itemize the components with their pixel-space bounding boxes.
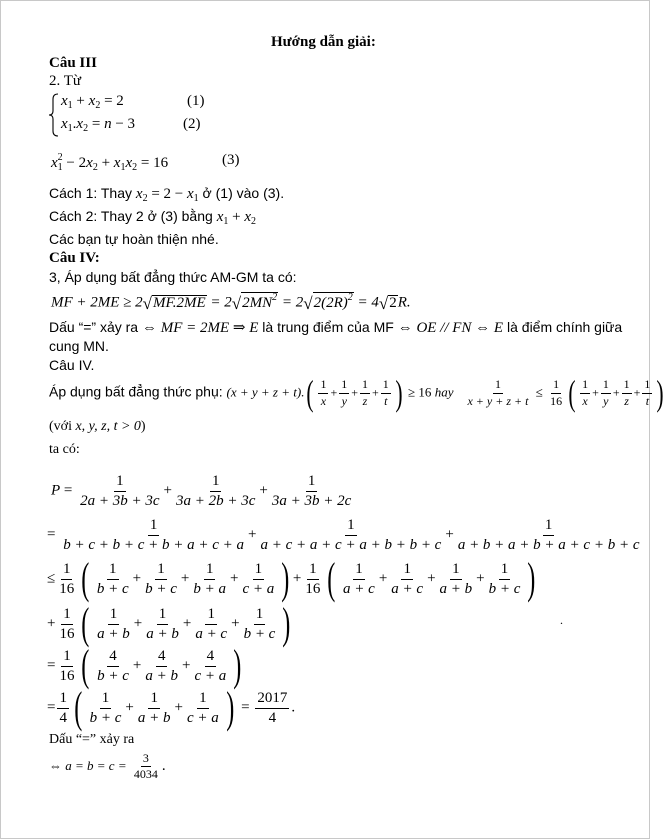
system-eq-2: $x_1.x_2 = n - 3$ xyxy=(61,116,136,134)
positivity-condition: (với x, y, z, t > 0) xyxy=(49,419,146,434)
p-bound-step-2: + $\frac{1}{16}$ ( $\frac{1}{a + b}$ + $\frac{1}{a + b}$ + $\frac{1}{a + c}$ + $\frac{1}{b + c}$ ) xyxy=(47,599,291,648)
stray-dot: . xyxy=(560,613,563,627)
equality-condition-cont: cung MN. xyxy=(49,338,109,354)
auxiliary-inequality: Áp dụng bất đẳng thức phụ: (x + y + z + t).( $\frac{1}{x}$ + $\frac{1}{y}$ + $\frac{1}{z}$ + $\frac{1}{t}$ ) ≥ 16 hay $\frac{1}{x + y + z + t}$ ≤ $\frac{1}{16}$ ( $\frac{1}{x}$ + $\frac{1}{y}$ + $\frac{1}{z}$ + $\frac{1}{t}$ ) xyxy=(49,373,665,413)
p-bound-final: = $\frac{1}{4}$ ( $\frac{1}{b + c}$ + $\frac{1}{a + b}$ + $\frac{1}{c + a}$ ) = $\frac{2017}{4}$ . xyxy=(47,683,296,732)
completion-note: Các bạn tự hoàn thiện nhé. xyxy=(49,231,219,247)
equality-condition: Dấu “=” xảy ra ⇔ MF = 2ME ⇒ E là trung điểm của MF ⇔ OE // FN ⇔ E là điểm chính giữa xyxy=(49,319,623,336)
equation-3-tag: (3) xyxy=(222,152,240,168)
method-2: Cách 2: Thay 2 ở (3) bằng $x_1 + x_2$ xyxy=(49,208,256,227)
system-eq-2-tag: (2) xyxy=(183,116,201,132)
section-heading-cau-iv-2: Câu IV. xyxy=(49,357,95,373)
final-equality-text: Dấu “=” xảy ra xyxy=(49,732,135,747)
am-gm-inequality: MF + 2ME ≥ 2 √ MF.2ME = 2 √ $2MN^2$ = 2 √ $2(2R)^2$ = 4 √ 2 R. xyxy=(51,292,411,313)
ta-co: ta có: xyxy=(49,442,80,457)
item-2-intro: 2. Từ xyxy=(49,73,82,89)
system-eq-1: $x_1 + x_2 = 2$ xyxy=(61,93,124,111)
system-eq-1-tag: (1) xyxy=(187,93,205,109)
system-brace-icon xyxy=(49,93,59,137)
equation-3: $x_1^2 - 2x_2 + x_1x_2 = 16$ xyxy=(51,152,169,173)
p-bound-step-3: = $\frac{1}{16}$ ( $\frac{4}{b + c}$ + $\frac{4}{a + b}$ + $\frac{4}{c + a}$ ) xyxy=(47,641,242,690)
p-definition: P = $\frac{1}{2a + 3b + 3c}$ + $\frac{1}{3a + 2b + 3c}$ + $\frac{1}{3a + 3b + 2c}$ xyxy=(51,473,352,509)
p-expanded: = $\frac{1}{b + c + b + c + b + a + c + a}$ + $\frac{1}{a + c + a + c + a + b + b + c}$ + $\frac{1}{a + b + a + b + a + c + b + c}$ xyxy=(47,517,640,553)
p-bound-step-1: ≤ $\frac{1}{16}$ ( $\frac{1}{b + c}$ + $\frac{1}{b + c}$ + $\frac{1}{b + a}$ + $\frac{1}{c + a}$ ) + $\frac{1}{16}$ ( $\frac{1}{a + c}$ + $\frac{1}{a + c}$ + $\frac{1}{a + b}$ + $\frac{1}{b + c}$ ) xyxy=(47,554,536,603)
section-heading-cau-iv: Câu IV: xyxy=(49,250,100,266)
section-heading-cau-iii: Câu III xyxy=(49,55,97,71)
page-title: Hướng dẫn giải: xyxy=(271,34,376,50)
method-1: Cách 1: Thay $x_2 = 2 - x_1$ ở (1) vào (3). xyxy=(49,185,285,204)
final-equality-values: ⇔ a = b = c = $\frac{3}{4034}$ . xyxy=(49,751,166,782)
item-3-intro: 3, Áp dụng bất đẳng thức AM-GM ta có: xyxy=(49,269,297,285)
